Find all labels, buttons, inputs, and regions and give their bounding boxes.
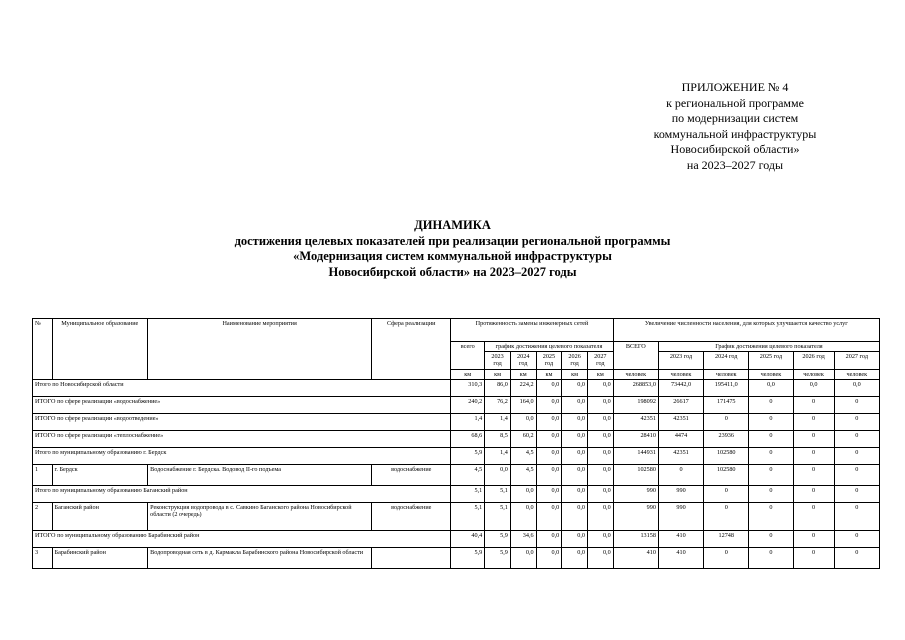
table-row <box>33 430 880 447</box>
cell: 0 <box>793 396 834 413</box>
cell: 0,0 <box>536 547 562 568</box>
table-row <box>33 547 880 568</box>
cell: 410 <box>658 530 703 547</box>
cell: 28410 <box>613 430 658 447</box>
cell: 0 <box>749 413 793 430</box>
unit-len: км <box>562 369 588 379</box>
cell: 42351 <box>658 413 703 430</box>
document-title <box>0 218 905 280</box>
cell: 0,0 <box>562 547 588 568</box>
cell: 990 <box>613 485 658 502</box>
cell: 102580 <box>613 464 658 485</box>
cell: 8,5 <box>485 430 511 447</box>
cell: 0,0 <box>562 447 588 464</box>
table-row <box>33 464 880 485</box>
cell: 0,0 <box>587 447 613 464</box>
year-len: 2023 год <box>485 352 511 369</box>
header-population-group: Увеличение численности населения, для которых улучшается качество услуг <box>613 319 879 342</box>
cell: 23936 <box>704 430 749 447</box>
title-line: Новосибирской области» на 2023–2027 годы <box>328 264 577 279</box>
table-row <box>33 413 880 430</box>
unit-pop: человек <box>834 369 879 379</box>
cell: 0,0 <box>834 379 879 396</box>
annex-line: коммунальной инфраструктуры <box>653 126 817 141</box>
cell: 0,0 <box>536 464 562 485</box>
cell: 0,0 <box>536 396 562 413</box>
year-pop: 2026 год <box>793 352 834 369</box>
cell: 0,0 <box>536 530 562 547</box>
cell: 990 <box>658 502 703 530</box>
cell: 0,0 <box>536 485 562 502</box>
cell: 42351 <box>613 413 658 430</box>
cell: 171475 <box>704 396 749 413</box>
cell: 990 <box>658 485 703 502</box>
row-label: ИТОГО по муниципальному образованию Барабинский район <box>33 530 451 547</box>
cell: 0,0 <box>562 464 588 485</box>
cell: 0,0 <box>510 485 536 502</box>
cell: 68,6 <box>451 430 485 447</box>
cell: 0 <box>793 530 834 547</box>
cell: 0 <box>793 485 834 502</box>
cell: 5,1 <box>451 502 485 530</box>
cell: 102580 <box>704 447 749 464</box>
cell: 86,0 <box>485 379 511 396</box>
cell: 0 <box>793 502 834 530</box>
cell: 0 <box>749 530 793 547</box>
cell: 26617 <box>658 396 703 413</box>
row-num: 2 <box>33 502 53 530</box>
cell: 1,4 <box>451 413 485 430</box>
cell: 12748 <box>704 530 749 547</box>
cell: 13158 <box>613 530 658 547</box>
cell: 0,0 <box>587 379 613 396</box>
row-municipality: Барабинский район <box>52 547 148 568</box>
cell: 0 <box>834 464 879 485</box>
cell: 0 <box>749 502 793 530</box>
cell: 0,0 <box>562 379 588 396</box>
year-pop: 2027 год <box>834 352 879 369</box>
cell: 0 <box>704 485 749 502</box>
row-measure: Реконструкция водопровода в с. Савкино Баганского района Новосибирской области (2 очередь) <box>148 502 372 530</box>
cell: 0 <box>749 485 793 502</box>
cell: 0,0 <box>510 547 536 568</box>
cell: 0,0 <box>562 430 588 447</box>
cell: 0,0 <box>587 530 613 547</box>
cell: 410 <box>658 547 703 568</box>
unit-len: км <box>451 369 485 379</box>
cell: 42351 <box>658 447 703 464</box>
cell: 0,0 <box>510 413 536 430</box>
unit-pop: человек <box>613 369 658 379</box>
cell: 0,0 <box>536 430 562 447</box>
unit-pop: человек <box>749 369 793 379</box>
annex-line: ПРИЛОЖЕНИЕ № 4 <box>681 80 789 94</box>
unit-len: км <box>536 369 562 379</box>
cell: 1,4 <box>485 447 511 464</box>
cell: 1,4 <box>485 413 511 430</box>
unit-pop: человек <box>658 369 703 379</box>
cell: 0,0 <box>510 502 536 530</box>
cell: 0 <box>793 413 834 430</box>
row-num: 3 <box>33 547 53 568</box>
annex-header <box>600 80 870 173</box>
table-row <box>33 447 880 464</box>
cell: 144931 <box>613 447 658 464</box>
cell: 0,0 <box>587 430 613 447</box>
row-sphere <box>372 547 451 568</box>
header-length-group: Протяженность замены инженерных сетей <box>451 319 613 342</box>
table-row <box>33 502 880 530</box>
header-schedule-population: График достижения целевого показателя <box>658 342 879 352</box>
cell: 224,2 <box>510 379 536 396</box>
cell: 40,4 <box>451 530 485 547</box>
annex-line: Новосибирской области» <box>670 142 800 156</box>
cell: 0,0 <box>562 413 588 430</box>
title-line: достижения целевых показателей при реализации региональной программы <box>234 233 671 248</box>
year-len: 2026 год <box>562 352 588 369</box>
cell: 5,1 <box>485 502 511 530</box>
cell: 0 <box>834 430 879 447</box>
row-label: Итого по муниципальному образованию Баганский район <box>33 485 451 502</box>
cell: 0 <box>704 413 749 430</box>
cell: 0 <box>793 547 834 568</box>
cell: 5,9 <box>451 447 485 464</box>
cell: 0 <box>704 502 749 530</box>
title-line: ДИНАМИКА <box>414 218 491 232</box>
header-measure: Наименование мероприятия <box>148 319 372 380</box>
cell: 0 <box>793 447 834 464</box>
annex-line: на 2023–2027 годы <box>686 157 784 172</box>
year-len: 2027 год <box>587 352 613 369</box>
cell: 0 <box>749 464 793 485</box>
cell: 0 <box>749 430 793 447</box>
row-measure: Водопроводная сеть в д. Кармакла Барабинского района Новосибирской области <box>148 547 372 568</box>
cell: 990 <box>613 502 658 530</box>
cell: 4,5 <box>451 464 485 485</box>
cell: 0 <box>834 485 879 502</box>
row-label: ИТОГО по сфере реализации «теплоснабжение» <box>33 430 451 447</box>
cell: 0 <box>749 547 793 568</box>
unit-pop: человек <box>704 369 749 379</box>
year-pop: 2024 год <box>704 352 749 369</box>
cell: 5,9 <box>485 530 511 547</box>
cell: 0,0 <box>793 379 834 396</box>
cell: 0,0 <box>562 485 588 502</box>
year-len: 2024 год <box>510 352 536 369</box>
cell: 0 <box>704 547 749 568</box>
cell: 0,0 <box>562 502 588 530</box>
cell: 0,0 <box>485 464 511 485</box>
cell: 5,9 <box>451 547 485 568</box>
cell: 0 <box>658 464 703 485</box>
cell: 0 <box>793 430 834 447</box>
row-num: 1 <box>33 464 53 485</box>
cell: 0,0 <box>587 547 613 568</box>
cell: 198092 <box>613 396 658 413</box>
row-label: Итого по муниципальному образованию г. Бердск <box>33 447 451 464</box>
cell: 0 <box>749 396 793 413</box>
cell: 5,1 <box>485 485 511 502</box>
title-line: «Модернизация систем коммунальной инфраструктуры <box>293 249 612 263</box>
annex-line: к региональной программе <box>666 95 804 110</box>
table-row <box>33 485 880 502</box>
cell: 0,0 <box>536 447 562 464</box>
cell: 310,3 <box>451 379 485 396</box>
unit-len: км <box>587 369 613 379</box>
cell: 76,2 <box>485 396 511 413</box>
cell: 0,0 <box>536 413 562 430</box>
cell: 4,5 <box>510 447 536 464</box>
row-sphere: водоснабжение <box>372 464 451 485</box>
row-measure: Водоснабжение г. Бердска. Водовод II-го подъема <box>148 464 372 485</box>
cell: 0,0 <box>536 379 562 396</box>
cell: 5,9 <box>485 547 511 568</box>
cell: 0 <box>793 464 834 485</box>
cell: 0,0 <box>749 379 793 396</box>
row-sphere: водоснабжение <box>372 502 451 530</box>
header-sphere: Сфера реализации <box>372 319 451 380</box>
cell: 0,0 <box>587 464 613 485</box>
indicators-table <box>32 318 880 569</box>
cell: 0,0 <box>587 413 613 430</box>
header-municipality: Муниципальное образование <box>52 319 148 380</box>
cell: 240,2 <box>451 396 485 413</box>
table-row <box>33 379 880 396</box>
cell: 0,0 <box>536 502 562 530</box>
cell: 0,0 <box>587 396 613 413</box>
cell: 73442,0 <box>658 379 703 396</box>
cell: 0 <box>834 413 879 430</box>
cell: 60,2 <box>510 430 536 447</box>
cell: 5,1 <box>451 485 485 502</box>
cell: 164,0 <box>510 396 536 413</box>
cell: 102580 <box>704 464 749 485</box>
year-pop: 2023 год <box>658 352 703 369</box>
cell: 0 <box>834 396 879 413</box>
header-total-population: ВСЕГО <box>613 342 658 370</box>
table-row <box>33 396 880 413</box>
cell: 4,5 <box>510 464 536 485</box>
year-pop: 2025 год <box>749 352 793 369</box>
cell: 0 <box>834 447 879 464</box>
row-label: Итого по Новосибирской области <box>33 379 451 396</box>
cell: 195411,0 <box>704 379 749 396</box>
cell: 0 <box>834 502 879 530</box>
cell: 0 <box>749 447 793 464</box>
header-schedule-length: график достижения целевого показателя <box>485 342 613 352</box>
cell: 0,0 <box>587 502 613 530</box>
cell: 0,0 <box>562 396 588 413</box>
row-label: ИТОГО по сфере реализации «водоотведение» <box>33 413 451 430</box>
row-municipality: г. Бердск <box>52 464 148 485</box>
table-row <box>33 530 880 547</box>
unit-pop: человек <box>793 369 834 379</box>
header-num: № <box>33 319 53 380</box>
row-municipality: Баганский район <box>52 502 148 530</box>
cell: 268853,0 <box>613 379 658 396</box>
header-row-1 <box>33 319 880 342</box>
year-len: 2025 год <box>536 352 562 369</box>
cell: 34,6 <box>510 530 536 547</box>
header-total-length: всего <box>451 342 485 370</box>
cell: 0,0 <box>562 530 588 547</box>
cell: 0,0 <box>587 485 613 502</box>
unit-len: км <box>485 369 511 379</box>
cell: 410 <box>613 547 658 568</box>
cell: 0 <box>834 530 879 547</box>
annex-line: по модернизации систем <box>671 111 799 125</box>
cell: 4474 <box>658 430 703 447</box>
cell: 0 <box>834 547 879 568</box>
unit-len: км <box>510 369 536 379</box>
row-label: ИТОГО по сфере реализации «водоснабжение» <box>33 396 451 413</box>
